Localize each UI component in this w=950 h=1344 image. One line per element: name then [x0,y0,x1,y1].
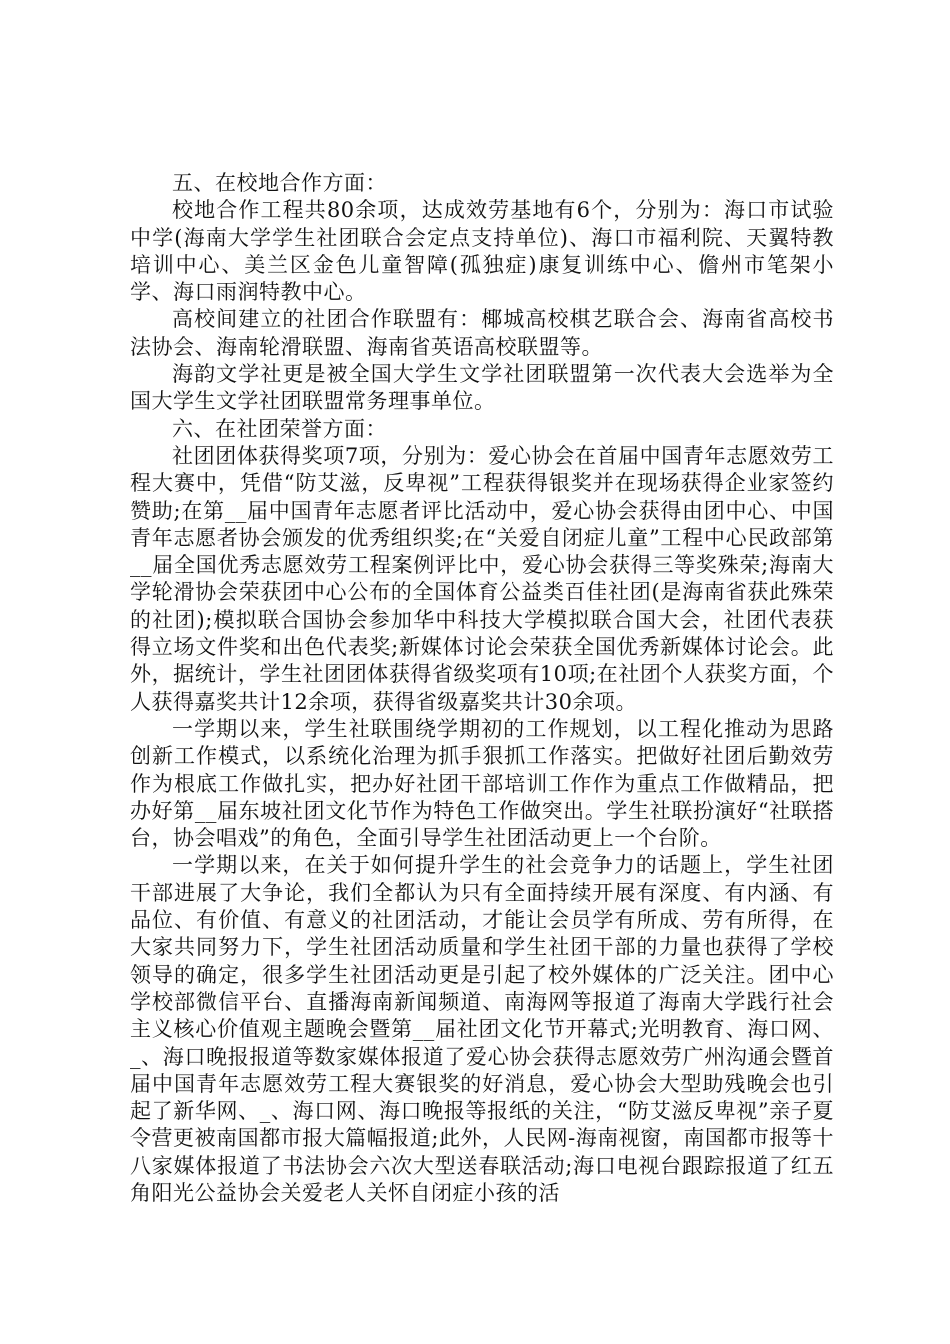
paragraph-awards: 社团团体获得奖项7项，分别为：爱心协会在首届中国青年志愿效劳工程大赛中，凭借“防艾滋，反卑视”工程获得银奖并在现场获得企业家签约赞助;在第__届中国青年志愿者评比活动中，爱心协会获得由团中心、中国青年志愿者协会颁发的优秀组织奖;在“关爱自闭症儿童”工程中心民政部第__届全国优秀志愿效劳工程案例评比中，爱心协会获得三等奖殊荣;海南大学轮滑协会荣获团中心公布的全国体育公益类百佳社团(是海南省获此殊荣的社团);模拟联合国协会参加华中科技大学模拟联合国大会，社团代表获得立场文件奖和出色代表奖;新媒体讨论会荣获全国优秀新媒体讨论会。此外，据统计，学生社团团体获得省级奖项有10项;在社团个人获奖方面，个人获得嘉奖共计12余项，获得省级嘉奖共计30余项。 [130,443,834,714]
heading-society-honors: 六、在社团荣誉方面： [172,416,387,441]
heading-school-local-cooperation: 五、在校地合作方面： [172,171,387,195]
paragraph-media-coverage: 一学期以来，在关于如何提升学生的社会竞争力的话题上，学生社团干部进展了大争论，我们全都认为只有全面持续开展有深度、有内涵、有品位、有价值、有意义的社团活动，才能让会员学有所成、劳有所得，在大家共同努力下，学生社团活动质量和学生社团干部的力量也获得了学校领导的确定，很多学生社团活动更是引起了校外媒体的广泛关注。团中心学校部微信平台、直播海南新闻频道、南海网等报道了海南大学践行社会主义核心价值观主题晚会暨第__届社团文化节开幕式;光明教育、海口网、_、海口晚报报道等数家媒体报道了爱心协会获得志愿效劳广州沟通会暨首届中国青年志愿效劳工程大赛银奖的好消息，爱心协会大型助残晚会也引起了新华网、_、海口网、海口晚报等报纸的关注，“防艾滋反卑视”亲子夏令营更被南国都市报大篇幅报道;此外，人民网-海南视窗，南国都市报等十八家媒体报道了书法协会六次大型送春联活动;海口电视台跟踪报道了红五角阳光公益协会关爱老人关怀自闭症小孩的活 [130,853,834,1205]
document-body [130,170,834,1207]
paragraph-cooperation-projects: 校地合作工程共80余项，达成效劳基地有6个，分别为：海口市试验中学(海南大学学生社团联合会定点支持单位)、海口市福利院、天翼特教培训中心、美兰区金色儿童智障(孤独症)康复训练中心、儋州市笔架小学、海口雨润特教中心。 [130,198,834,305]
paragraph-semester-work: 一学期以来，学生社联围绕学期初的工作规划，以工程化推动为思路创新工作模式，以系统化治理为抓手狠抓工作落实。把做好社团后勤效劳作为根底工作做扎实，把办好社团干部培训工作作为重点工作做精品，把办好第__届东坡社团文化节作为特色工作做突出。学生社联扮演好“社联搭台，协会唱戏”的角色，全面引导学生社团活动更上一个台阶。 [130,716,834,851]
paragraph-college-alliances: 高校间建立的社团合作联盟有：椰城高校棋艺联合会、海南省高校书法协会、海南轮滑联盟、海南省英语高校联盟等。 [130,307,834,359]
paragraph-literature-society: 海韵文学社更是被全国大学生文学社团联盟第一次代表大会选举为全国大学生文学社团联盟常务理事单位。 [130,362,834,414]
